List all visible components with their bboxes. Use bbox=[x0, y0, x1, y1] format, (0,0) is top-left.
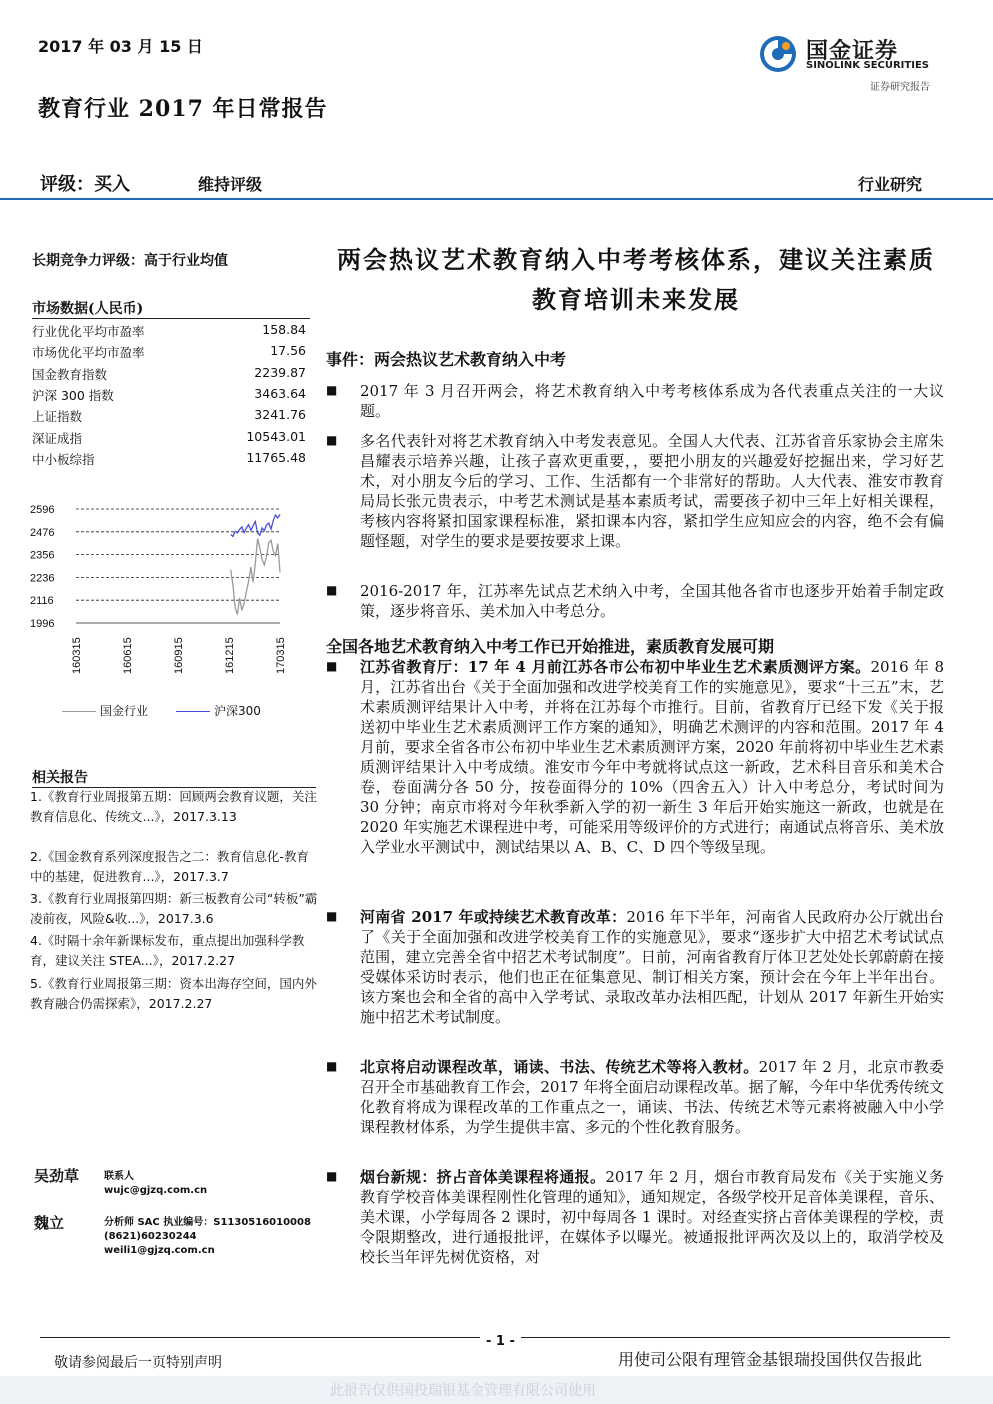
progress-paragraph bbox=[360, 657, 944, 857]
rating: 评级：买入 bbox=[40, 174, 130, 195]
progress-text: 2016 年下半年，河南省人民政府办公厅就出台了《关于全面加强和改进学校美育工作的实施意见》，要求“逐步扩大中招艺术考试试点范围，建立完善全省中招艺术考试制度”。日前，河南省教育厅体卫艺处处长郭蔚蔚在接受媒体采访时表示，他们也正在征集意见、制订相关方案，预计会在今年上半年出台。该方案也会和全省的高中入学考试、录取改革办法相匹配，计划从 2017 年新生开始实施中招艺术考试制度。 bbox=[360, 908, 944, 1026]
market-data-row bbox=[32, 429, 306, 450]
analyst-info bbox=[104, 1216, 311, 1258]
market-data-label: 沪深 300 指数 bbox=[32, 387, 114, 403]
progress-lead: 烟台新规：挤占音体美课程将通报。 bbox=[360, 1168, 606, 1186]
bullet-icon: ■ bbox=[326, 433, 338, 447]
bullet-icon: ■ bbox=[326, 383, 338, 397]
analyst-name: 吴劲草 bbox=[34, 1167, 80, 1185]
market-data-row bbox=[32, 450, 306, 471]
market-data-value: 10543.01 bbox=[246, 428, 306, 444]
progress-text: 2017 年 2 月，北京市教委召开全市基础教育工作会，2017 年将全面启动课程改革。据了解，今年中华优秀传统文化教育将成为课程改革的工作重点之一，诵读、书法、传统艺术等元素将被融入中小学课程教材体系，为学生提供丰富、多元的个性化教育服务。 bbox=[360, 1058, 944, 1136]
progress-paragraph bbox=[360, 1057, 944, 1137]
chart-legend bbox=[62, 702, 322, 720]
chart-series-line-1 bbox=[231, 514, 280, 536]
related-reports-title: 相关报告 bbox=[32, 770, 88, 786]
index-chart bbox=[28, 496, 318, 696]
chart-x-tick-label: 160315 bbox=[71, 637, 83, 674]
header-divider bbox=[0, 198, 993, 200]
chart-y-tick-label: 1996 bbox=[30, 618, 55, 630]
related-report-item[interactable]: 1.《教育行业周报第五期：回顾两会教育议题，关注教育信息化、传统文...》，2017.3.13 bbox=[30, 789, 317, 824]
sector-label: 行业研究 bbox=[858, 175, 923, 194]
section-title-event: 事件：两会热议艺术教育纳入中考 bbox=[326, 350, 567, 369]
chart-x-tick-label: 170315 bbox=[275, 637, 287, 674]
logo-mark-icon bbox=[758, 34, 798, 74]
analyst-name: 魏立 bbox=[34, 1214, 65, 1232]
market-data-row bbox=[32, 407, 306, 428]
legend-swatch-hs300 bbox=[176, 711, 210, 712]
related-report-item[interactable]: 5.《教育行业周报第三期：资本出海存空间，国内外教育融合仍需探索》，2017.2.27 bbox=[30, 976, 317, 1011]
analyst-role: 分析师 SAC 执业编号：S1130516010008 bbox=[104, 1217, 311, 1228]
market-data-value: 3463.64 bbox=[254, 385, 306, 401]
chart-x-tick-label: 160915 bbox=[173, 637, 185, 674]
logo-subtitle: 证券研究报告 bbox=[870, 82, 930, 93]
bullet-icon: ■ bbox=[326, 1059, 338, 1073]
chart-x-tick-label: 160615 bbox=[122, 637, 134, 674]
legend-label-hs300: 沪深300 bbox=[214, 704, 261, 718]
market-data-label: 中小板综指 bbox=[32, 451, 95, 467]
market-data-value: 11765.48 bbox=[246, 449, 306, 465]
bullet-icon: ■ bbox=[326, 1169, 338, 1183]
headline: 两会热议艺术教育纳入中考考核体系，建议关注素质教育培训未来发展 bbox=[337, 245, 935, 314]
logo-text-en: SINOLINK SECURITIES bbox=[806, 60, 929, 71]
chart-y-tick-label: 2476 bbox=[30, 526, 55, 539]
footer-right-text: 用使司公限有理管金基银瑞投国供仅告报此 bbox=[618, 1350, 923, 1369]
market-data-label: 市场优化平均市盈率 bbox=[32, 345, 145, 361]
market-data-row bbox=[32, 386, 306, 407]
report-date: 2017 年 03 月 15 日 bbox=[38, 37, 203, 56]
section-title-progress: 全国各地艺术教育纳入中考工作已开始推进，素质教育发展可期 bbox=[326, 637, 775, 656]
market-data-divider bbox=[32, 318, 310, 319]
related-report-item[interactable]: 4.《时隔十余年新课标发布，重点提出加强科学教育，建议关注 STEA...》，2017.2.27 bbox=[30, 933, 305, 968]
chart-y-tick-label: 2596 bbox=[30, 504, 55, 516]
market-data-value: 3241.76 bbox=[254, 407, 306, 423]
market-data-value: 2239.87 bbox=[254, 364, 306, 380]
progress-lead: 河南省 2017 年或持续艺术教育改革： bbox=[360, 908, 627, 926]
legend-swatch-industry bbox=[62, 711, 96, 712]
logo-text-cn: 国金证券 bbox=[806, 39, 899, 64]
market-data-label: 行业优化平均市盈率 bbox=[32, 324, 145, 339]
analyst-role: 联系人 bbox=[104, 1171, 134, 1182]
event-paragraph: 多名代表针对将艺术教育纳入中考发表意见。全国人大代表、江苏省音乐家协会主席朱昌耀表示培养兴趣，让孩子喜欢更重要，，要把小朋友的兴趣爱好挖掘出来，学习好艺术，对小朋友今后的学习、工作、生活都有一个非常好的帮助。人大代表、淮安市教育局局长张元贵表示，中考艺术测试是基本素质考试，需要孩子初中三年上好相关课程，考核内容将紧扣国家课程标准，紧扣课本内容，紧扣学生应知应会的内容，绝不会有偏题怪题，对学生的要求是要按要求上课。 bbox=[360, 432, 944, 550]
bullet-icon: ■ bbox=[326, 583, 338, 597]
competitiveness-rating: 长期竞争力评级：高于行业均值 bbox=[32, 253, 228, 269]
related-report-item[interactable]: 3.《教育行业周报第四期：新三板教育公司“转板”霸凌前夜，风险&收...》，2017.3.6 bbox=[30, 891, 318, 926]
chart-y-tick-label: 2236 bbox=[30, 572, 55, 585]
market-data-row bbox=[32, 322, 306, 343]
page-number: - 1 - bbox=[480, 1334, 521, 1349]
footer-notice: 敬请参阅最后一页特别声明 bbox=[54, 1355, 222, 1371]
related-report-item[interactable]: 2.《国金教育系列深度报告之二：教育信息化-教育中的基建，促进教育...》，2017.3.7 bbox=[30, 849, 309, 884]
progress-lead: 北京将启动课程改革，诵读、书法、传统艺术等将入教材。 bbox=[360, 1058, 759, 1076]
report-title: 教育行业 2017 年日常报告 bbox=[38, 96, 328, 122]
market-data-label: 深证成指 bbox=[32, 430, 83, 446]
market-data-title: 市场数据(人民币) bbox=[32, 301, 144, 317]
progress-lead: 江苏省教育厅：17 年 4 月前江苏各市公布初中毕业生艺术素质测评方案。 bbox=[360, 658, 871, 676]
progress-paragraph bbox=[360, 1167, 944, 1267]
chart-y-tick-label: 2116 bbox=[30, 595, 54, 608]
bullet-icon: ■ bbox=[326, 909, 338, 923]
event-paragraph: 2016-2017 年，江苏率先试点艺术纳入中考，全国其他各省市也逐步开始着手制定政策，逐步将音乐、美术加入中考总分。 bbox=[360, 582, 944, 620]
chart-x-tick-label: 161215 bbox=[224, 637, 236, 674]
market-data-row bbox=[32, 343, 306, 364]
event-paragraph: 2017 年 3 月召开两会，将艺术教育纳入中考考核体系成为各代表重点关注的一大议题。 bbox=[360, 382, 944, 420]
watermark-text: 此报告仅供国投瑞银基金管理有限公司使用 bbox=[330, 1383, 596, 1399]
market-data-label: 国金教育指数 bbox=[32, 366, 108, 382]
market-data-value: 158.84 bbox=[262, 322, 306, 337]
market-data-row bbox=[32, 365, 306, 386]
chart-y-tick-label: 2356 bbox=[30, 549, 55, 562]
analyst-phone: (8621)60230244 bbox=[104, 1231, 197, 1242]
progress-paragraph bbox=[360, 907, 944, 1027]
analyst-info bbox=[104, 1170, 207, 1198]
market-data-value: 17.56 bbox=[270, 343, 306, 359]
bullet-icon: ■ bbox=[326, 659, 338, 673]
legend-label-industry: 国金行业 bbox=[100, 704, 149, 718]
analyst-email[interactable]: weili1@gjzq.com.cn bbox=[104, 1245, 215, 1256]
rating-note: 维持评级 bbox=[198, 175, 263, 194]
analyst-email[interactable]: wujc@gjzq.com.cn bbox=[104, 1185, 208, 1196]
chart-series-line-0 bbox=[231, 539, 280, 615]
progress-text: 2017 年 2 月，烟台市教育局发布《关于实施义务教育学校音体美课程刚性化管理的通知》，通知规定，各级学校开足音体美课程，音乐、美术课，小学每周各 2 课时，初中每周各 1 课时。对经查实挤占音体美课程的学校，责令限期整改，进行通报批评，在媒体予以曝光。被通报批评两次及以上的，取消学校及校长当年评先树优资格，对 bbox=[360, 1168, 944, 1266]
progress-text: 2016 年 8 月，江苏省出台《关于全面加强和改进学校美育工作的实施意见》，要求“十三五”末，艺术素质测评结果计入中考，并将在江苏每个市推行。目前，省教育厅已经下发《关于报送初中毕业生艺术素质测评工作方案的通知》，明确艺术测评的内容和范围。2017 年 4 月前，要求全省各市公布初中毕业生艺术素质测评方案，2020 年前将初中毕业生艺术素质测评结果计入中考成绩。淮安市今年中考就将试点这一新政，艺术科目音乐和美术合卷，卷面满分各 50 分，按卷面得分的 10%（四舍五入）计入中考总分，考试时间为 30 分钟；南京市将对今年秋季新入学的初一新生 3 年后开始实施这一新政，也就是在 2020 年实施艺术课程进中考，可能采用等级评价的方式进行；南通试点将音乐、美术放入学业水平测试中，测试结果以 A、B、C、D 四个等级呈现。 bbox=[360, 658, 944, 856]
market-data-label: 上证指数 bbox=[32, 409, 83, 425]
